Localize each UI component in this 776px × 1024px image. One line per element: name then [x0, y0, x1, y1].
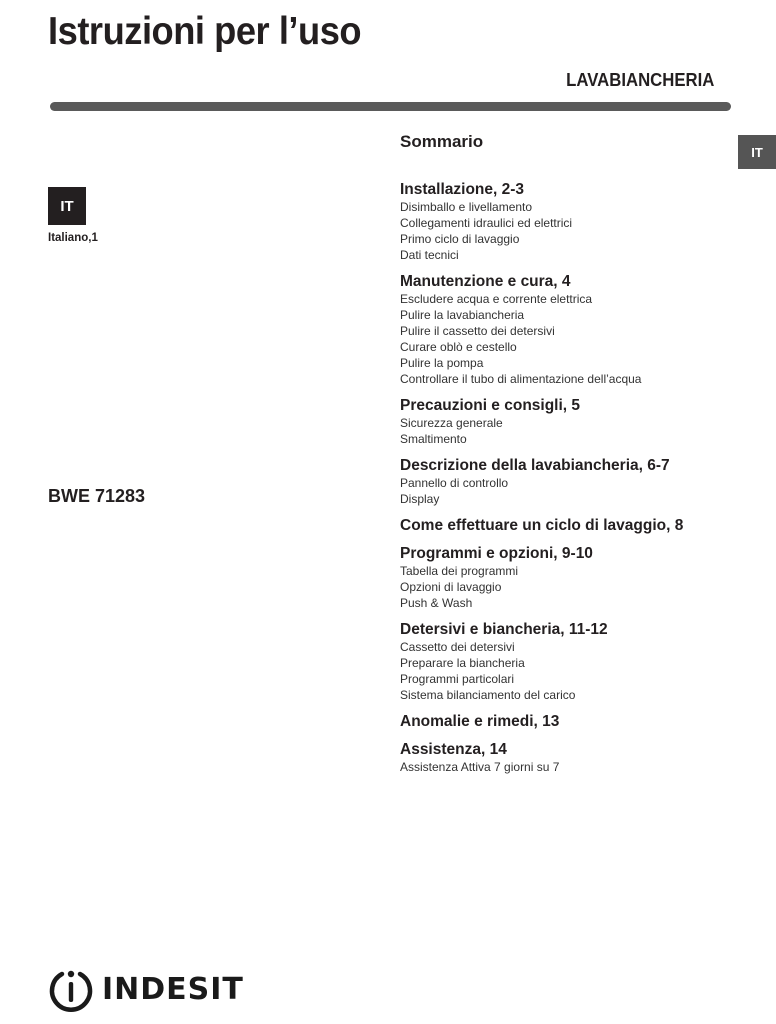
model-number: BWE 71283: [48, 486, 146, 506]
toc-subitem: Cassetto dei detersivi: [400, 640, 515, 654]
toc-subitem: Preparare la biancheria: [400, 656, 525, 670]
toc-subitem: Dati tecnici: [400, 248, 459, 262]
brand-name: INDESIT: [102, 971, 244, 1007]
product-type: LAVABIANCHERIA: [565, 70, 714, 90]
toc-section: [400, 457, 740, 507]
toc-subitem: Assistenza Attiva 7 giorni su 7: [400, 760, 560, 774]
toc-section-heading: Manutenzione e cura, 4: [400, 273, 571, 290]
document-title: Istruzioni per l’uso: [48, 10, 362, 53]
toc-subitem: Programmi particolari: [400, 672, 515, 686]
toc-subitem: Controllare il tubo di alimentazione dell’acqua: [400, 372, 642, 386]
toc-subitem: Sistema bilanciamento del carico: [400, 688, 576, 702]
language-code-badge: IT: [48, 187, 86, 225]
toc-section: [400, 741, 740, 775]
toc-section: [400, 517, 740, 535]
toc-section: [400, 621, 740, 703]
toc-subitem: Pulire la lavabiancheria: [400, 308, 525, 322]
toc-subitem: Opzioni di lavaggio: [400, 580, 502, 594]
toc-section-heading: Assistenza, 14: [400, 741, 507, 758]
toc-title: Sommario: [400, 132, 484, 151]
info-power-icon: [48, 966, 94, 1012]
toc-subitem: Pulire il cassetto dei detersivi: [400, 324, 555, 338]
brand-logo: [48, 966, 244, 1012]
toc-section: [400, 181, 740, 263]
language-page-label: Italiano,1: [48, 232, 98, 244]
toc-subitem: Primo ciclo di lavaggio: [400, 232, 520, 246]
toc-section-heading: Come effettuare un ciclo di lavaggio, 8: [400, 517, 684, 534]
toc-section-heading: Detersivi e biancheria, 11-12: [400, 621, 608, 638]
toc-section: [400, 397, 740, 447]
toc-section-heading: Anomalie e rimedi, 13: [400, 713, 560, 730]
toc-subitem: Sicurezza generale: [400, 416, 503, 430]
toc-subitem: Tabella dei programmi: [400, 564, 519, 578]
toc-section-heading: Precauzioni e consigli, 5: [400, 397, 581, 414]
toc-subitem: Push & Wash: [400, 596, 473, 610]
language-side-tab: IT: [738, 135, 776, 169]
toc-subitem: Collegamenti idraulici ed elettrici: [400, 216, 573, 230]
toc-subitem: Disimballo e livellamento: [400, 200, 533, 214]
header-divider: [50, 102, 731, 111]
table-of-contents: [400, 181, 740, 785]
toc-subitem: Pulire la pompa: [400, 356, 484, 370]
toc-section: [400, 713, 740, 731]
toc-section-heading: Programmi e opzioni, 9-10: [400, 545, 593, 562]
toc-section: [400, 545, 740, 611]
toc-subitem: Pannello di controllo: [400, 476, 509, 490]
toc-subitem: Escludere acqua e corrente elettrica: [400, 292, 593, 306]
toc-section-heading: Descrizione della lavabiancheria, 6-7: [400, 457, 670, 474]
toc-subitem: Curare oblò e cestello: [400, 340, 517, 354]
toc-section: [400, 273, 740, 387]
toc-section-heading: Installazione, 2-3: [400, 181, 525, 198]
toc-subitem: Display: [400, 492, 440, 506]
toc-subitem: Smaltimento: [400, 432, 467, 446]
